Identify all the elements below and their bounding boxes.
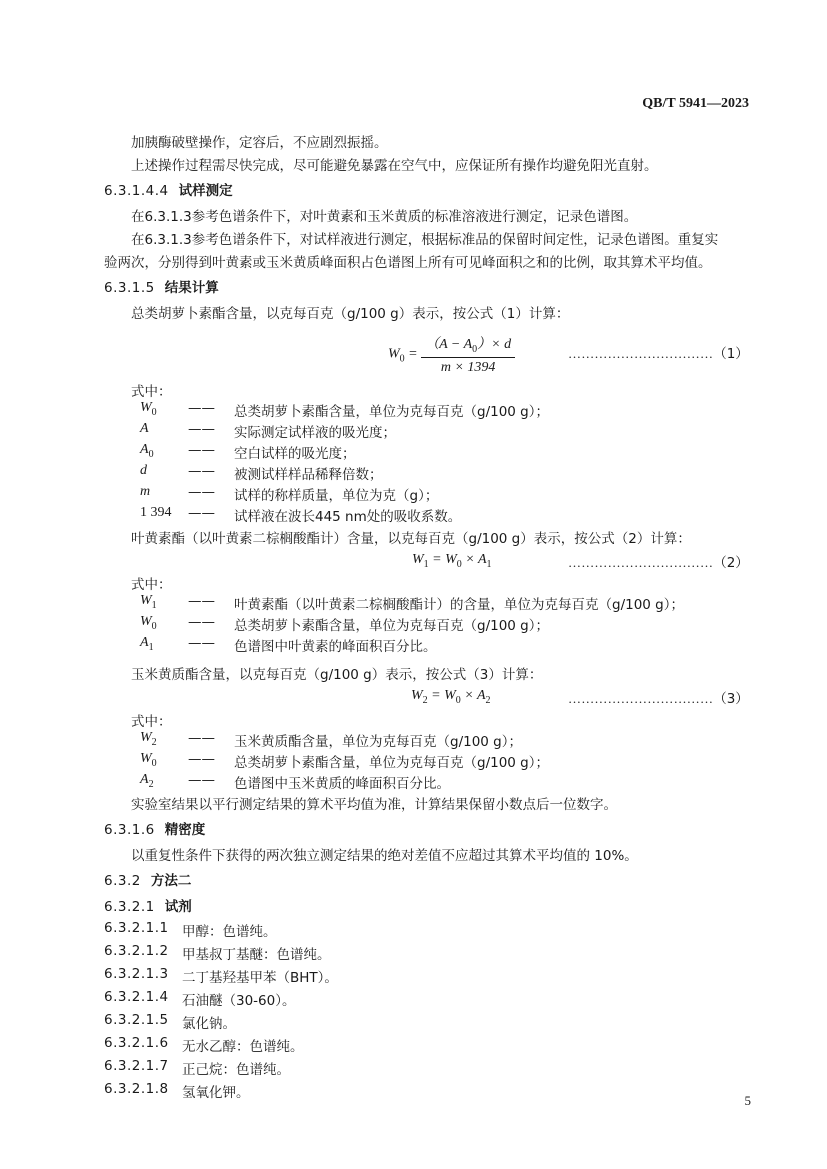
definition-term: $A_2$ xyxy=(140,772,154,790)
formula-intro: 玉米黄质酯含量，以克每百克（g/100 g）表示，按公式（3）计算： xyxy=(131,667,543,683)
definition-term: $A_0$ xyxy=(140,442,154,460)
section-title: 精密度 xyxy=(164,822,206,838)
definition-text: 总类胡萝卜素酯含量，单位为克每百克（g/100 g）； xyxy=(234,404,549,420)
definition-dash: —— xyxy=(188,463,215,479)
formula-3-number xyxy=(568,687,749,707)
reagent-number: 6.3.2.1.1 xyxy=(104,920,169,936)
reagent-number: 6.3.2.1.6 xyxy=(104,1035,169,1051)
definition-text: 试样液在波长445 nm处的吸收系数。 xyxy=(234,509,462,525)
definition-text: 叶黄素酯（以叶黄素二棕榈酸酯计）的含量，单位为克每百克（g/100 g）； xyxy=(234,597,684,613)
definition-term: $W_1$ xyxy=(140,593,157,611)
definition-dash: —— xyxy=(188,400,215,416)
formula-leader-dots: …………………………… xyxy=(568,691,714,706)
reagent-text: 甲醇：色谱纯。 xyxy=(182,924,277,940)
definition-dash: —— xyxy=(188,614,215,630)
page-number: 5 xyxy=(744,1093,751,1108)
section-heading xyxy=(104,179,233,199)
reagent-number: 6.3.2.1.3 xyxy=(104,966,169,982)
closing-paragraph: 实验室结果以平行测定结果的算术平均值为准，计算结果保留小数点后一位数字。 xyxy=(131,797,617,813)
section-number: 6.3.1.6 xyxy=(104,822,155,838)
formula-label: （3） xyxy=(713,691,749,707)
definition-dash: —— xyxy=(188,730,215,746)
definition-text: 总类胡萝卜素酯含量，单位为克每百克（g/100 g）； xyxy=(234,755,549,771)
standard-number: QB/T 5941—2023 xyxy=(642,96,749,111)
formula-lhs-sub: 0 xyxy=(399,353,405,365)
formula-leader-dots: …………………………… xyxy=(568,555,714,570)
definition-dash: —— xyxy=(188,635,215,651)
section-number: 6.3.1.5 xyxy=(104,280,155,296)
definition-text: 被测试样样品稀释倍数； xyxy=(234,467,383,483)
formula-2-number xyxy=(568,551,749,571)
section-heading xyxy=(104,818,205,838)
definition-term: 1 394 xyxy=(140,505,172,520)
reagent-number: 6.3.2.1.4 xyxy=(104,989,169,1005)
formula-lhs: W xyxy=(388,346,400,362)
definition-text: 试样的称样质量，单位为克（g）； xyxy=(234,488,439,504)
numerator-b: ）× d xyxy=(477,337,512,352)
formula-2: $W_1 = W_0 \times A_1$ xyxy=(412,552,492,570)
section-heading xyxy=(104,869,191,889)
where-label: 式中： xyxy=(131,714,172,730)
numerator-sub: 0 xyxy=(472,343,478,355)
reagent-number: 6.3.2.1.7 xyxy=(104,1058,169,1074)
formula-3: $W_2 = W_0 \times A_2$ xyxy=(411,688,491,706)
section-title: 方法二 xyxy=(150,873,192,889)
reagent-number: 6.3.2.1.8 xyxy=(104,1081,169,1097)
definition-text: 空白试样的吸光度； xyxy=(234,446,356,462)
section-number: 6.3.2.1 xyxy=(104,899,155,915)
formula-label: （1） xyxy=(713,346,749,362)
formula-1-number xyxy=(568,342,749,362)
section-number: 6.3.2 xyxy=(104,873,141,889)
formula-intro: 叶黄素酯（以叶黄素二棕榈酸酯计）含量，以克每百克（g/100 g）表示，按公式（2）计算： xyxy=(131,531,691,547)
section-number: 6.3.1.4.4 xyxy=(104,183,169,199)
paragraph: 在6.3.1.3参考色谱条件下，对试样液进行测定，根据标准品的保留时间定性，记录色谱图。重复实 xyxy=(131,232,719,248)
formula-label: （2） xyxy=(713,555,749,571)
section-title: 试剂 xyxy=(164,899,192,915)
reagent-text: 甲基叔丁基醚：色谱纯。 xyxy=(182,947,331,963)
formula-leader-dots: …………………………… xyxy=(568,346,714,361)
reagent-number: 6.3.2.1.2 xyxy=(104,943,169,959)
definition-term: $A_1$ xyxy=(140,635,154,653)
reagent-text: 二丁基羟基甲苯（BHT）。 xyxy=(182,970,338,986)
formula-eq: = xyxy=(404,346,422,362)
definition-term: $W_0$ xyxy=(140,614,157,632)
definition-text: 色谱图中叶黄素的峰面积百分比。 xyxy=(234,639,437,655)
numerator-a: （A − A xyxy=(425,337,473,352)
formula-fraction xyxy=(421,333,515,376)
section-heading xyxy=(104,895,192,915)
where-label: 式中： xyxy=(131,384,172,400)
definition-text: 色谱图中玉米黄质的峰面积百分比。 xyxy=(234,776,450,792)
definition-term: $W_0$ xyxy=(140,400,157,418)
paragraph: 以重复性条件下获得的两次独立测定结果的绝对差值不应超过其算术平均值的 10%。 xyxy=(131,848,638,864)
definition-text: 玉米黄质酯含量，单位为克每百克（g/100 g）； xyxy=(234,734,522,750)
formula-denominator: m × 1394 xyxy=(440,359,496,375)
definition-dash: —— xyxy=(188,505,215,521)
reagent-text: 正己烷：色谱纯。 xyxy=(182,1062,290,1078)
section-heading xyxy=(104,276,219,296)
definition-dash: —— xyxy=(188,421,215,437)
formula-1 xyxy=(388,333,515,376)
definition-dash: —— xyxy=(188,751,215,767)
paragraph-continued: 验两次，分别得到叶黄素或玉米黄质峰面积占色谱图上所有可见峰面积之和的比例，取其算术平均值。 xyxy=(104,255,712,271)
definition-term: A xyxy=(140,421,149,436)
section-title: 试样测定 xyxy=(178,183,233,199)
definition-text: 总类胡萝卜素酯含量，单位为克每百克（g/100 g）； xyxy=(234,618,549,634)
definition-dash: —— xyxy=(188,442,215,458)
definition-dash: —— xyxy=(188,593,215,609)
definition-term: $W_2$ xyxy=(140,730,157,748)
definition-text: 实际测定试样液的吸光度； xyxy=(234,425,396,441)
definition-dash: —— xyxy=(188,484,215,500)
definition-term: $W_0$ xyxy=(140,751,157,769)
formula-intro: 总类胡萝卜素酯含量，以克每百克（g/100 g）表示，按公式（1）计算： xyxy=(131,306,570,322)
reagent-text: 氯化钠。 xyxy=(182,1016,236,1032)
paragraph: 在6.3.1.3参考色谱条件下，对叶黄素和玉米黄质的标准溶液进行测定，记录色谱图。 xyxy=(131,209,638,225)
reagent-text: 石油醚（30-60）。 xyxy=(182,993,296,1009)
intro-line-1: 加胰酶破壁操作，定容后，不应剧烈振摇。 xyxy=(131,135,388,151)
definition-term: d xyxy=(140,463,147,478)
formula-numerator xyxy=(421,333,515,358)
reagent-text: 无水乙醇：色谱纯。 xyxy=(182,1039,304,1055)
definition-dash: —— xyxy=(188,772,215,788)
where-label: 式中： xyxy=(131,577,172,593)
intro-line-2: 上述操作过程需尽快完成，尽可能避免暴露在空气中，应保证所有操作均避免阳光直射。 xyxy=(131,158,658,174)
definition-term: m xyxy=(140,484,151,499)
reagent-number: 6.3.2.1.5 xyxy=(104,1012,169,1028)
reagent-text: 氢氧化钾。 xyxy=(182,1085,250,1101)
section-title: 结果计算 xyxy=(164,280,219,296)
